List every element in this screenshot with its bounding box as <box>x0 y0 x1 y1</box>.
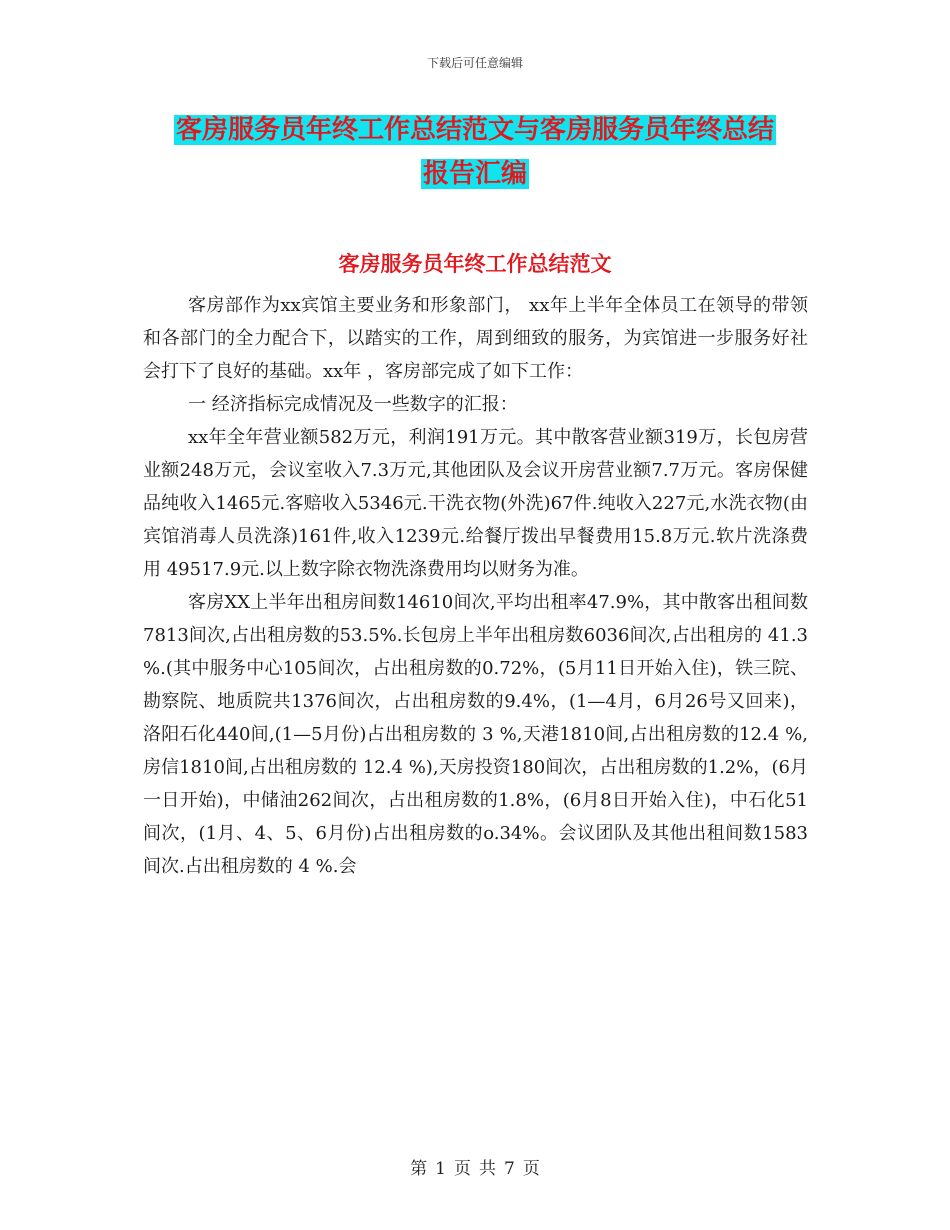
page-footer <box>0 1154 950 1179</box>
footer-total-pages: 7 <box>504 1159 515 1179</box>
document-title-text-1: 客房服务员年终工作总结范文与客房服务员年终总结 <box>175 115 774 145</box>
document-body <box>143 289 808 883</box>
paragraph-heading-economic: 一 经济指标完成情况及一些数字的汇报： <box>188 394 518 415</box>
footer-suffix: 页 <box>522 1159 540 1179</box>
footer-current-page: 1 <box>435 1159 446 1179</box>
footer-prefix: 第 <box>410 1159 428 1179</box>
document-title-text-2: 报告汇编 <box>422 159 527 189</box>
paragraph-occupancy: 客房XX上半年出租房间数14610间次,平均出租率47.9%，其中散客出租间数7813间次,占出租房数的53.5%.长包房上半年出租房数6036间次,占出租房的 41.3 %.(其中服务中心105间次，占出租房数的0.72%，(5月11日开始入住)，铁三院、勘察院、地质院共1376间次，占出租房数的9.4%，(1—4月，6月26号又回来)，洛阳石化440间,(1—5月份)占出租房数的 3 %,天港1810间,占出租房数的12.4 %,房信1810间,占出租房数的 12.4 %),天房投资180间次，占出租房数的1.2%，(6月一日开始)，中储油262间次，占出租房数的1.8%，(6月8日开始入住)，中石化51间次，(1月、4、5、6月份)占出租房数的o.34%。会议团队及其他出租间数1583间次.占出租房数的 4 %.会 <box>143 592 808 877</box>
footer-total-label: 共 <box>479 1159 496 1179</box>
header-note: 下载后可任意编辑 <box>426 56 523 70</box>
footer-page-label: 页 <box>454 1159 471 1179</box>
document-title-line-1 <box>0 113 950 147</box>
section-title: 客房服务员年终工作总结范文 <box>338 252 612 276</box>
paragraph-revenue: xx年全年营业额582万元，利润191万元。其中散客营业额319万，长包房营业额248万元，会议室收入7.3万元,其他团队及会议开房营业额7.7万元。客房保健品纯收入1465元.客赔收入5346元.干洗衣物(外洗)67件.纯收入227元,水洗衣物(由宾馆消毒人员洗涤)161件,收入1239元.给餐厅拨出早餐费用15.8万元.软片洗涤费用 49517.9元.以上数字除衣物洗涤费用均以财务为准。 <box>143 427 808 580</box>
document-title-line-2 <box>0 157 950 191</box>
paragraph-intro: 客房部作为xx宾馆主要业务和形象部门， xx年上半年全体员工在领导的带领和各部门的全力配合下，以踏实的工作，周到细致的服务，为宾馆进一步服务好社会打下了良好的基础。xx年 ，客房部完成了如下工作： <box>143 295 808 382</box>
